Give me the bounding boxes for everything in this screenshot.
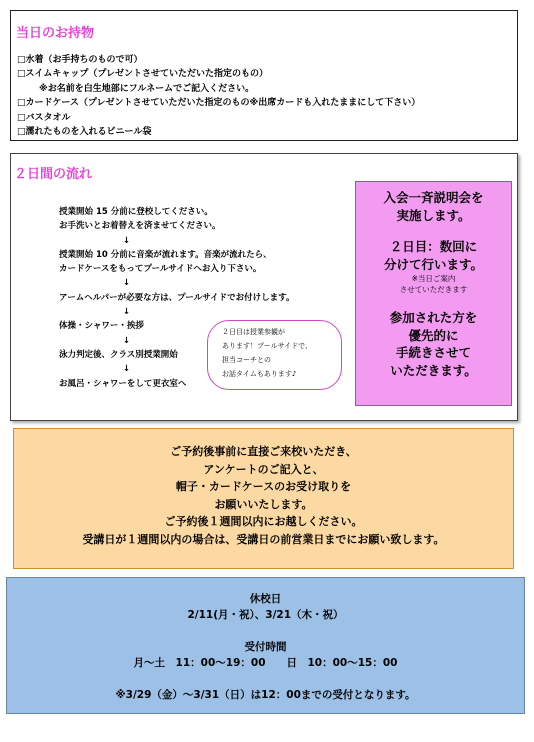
notice-line: 入会一斉説明会を: [383, 190, 484, 205]
notice-line: 参加された方を: [389, 310, 478, 325]
bubble-line: あります！プールサイドで、: [222, 342, 313, 350]
notice-line: 優先的に: [408, 327, 459, 343]
speech-bubble: [207, 320, 342, 390]
list-item: □スイムキャップ（プレゼントさせていただいた指定のもの）: [17, 69, 268, 80]
down-arrow-icon: ↓: [123, 364, 131, 375]
flow-step: カードケースをもってプールサイドへお入り下さい。: [59, 264, 262, 275]
reservation-line: アンケートのご記入と、: [203, 462, 324, 476]
notice-line: 分けて行います。: [383, 256, 483, 272]
notice-small: させていただきます: [399, 285, 468, 294]
flow-step: お手洗いとお着替えを済ませてください。: [59, 221, 221, 232]
belongings-title: 当日のお持物: [16, 26, 95, 41]
flow-step: 授業開始 10 分前に音楽が流れます。音楽が流れたら、: [59, 249, 272, 260]
down-arrow-icon: ↓: [123, 235, 131, 246]
reception-times: 月～土 11：00～19：00 日 10：00～15：00: [133, 657, 398, 669]
reception-label: 受付時間: [244, 641, 287, 653]
flow-step: 体操・シャワー・挨拶: [59, 321, 144, 332]
belongings-list: [17, 53, 420, 139]
down-arrow-icon: ↓: [123, 307, 131, 318]
reservation-line: お願いいたします。: [214, 497, 313, 511]
reservation-line: ご予約後事前に直接ご来校いただき、: [170, 445, 357, 458]
belongings-section: [10, 10, 518, 141]
briefing-notice: [355, 181, 512, 406]
reservation-line: ご予約後１週間以内にお越しください。: [164, 515, 363, 528]
notice-line: 手続きさせて: [395, 345, 471, 360]
flow-section: [10, 153, 518, 421]
flow-title: ２日間の流れ: [14, 167, 93, 182]
down-arrow-icon: ↓: [123, 278, 131, 289]
list-item-note: ※お名前を白生地部にフルネームでご記入ください。: [39, 83, 255, 94]
list-item: □カードケース（プレゼントさせていただいた指定のもの※出席カードも入れたままにして下さい）: [17, 98, 421, 109]
reception-note: ※3/29（金）～3/31（日）は12：00までの受付となります。: [115, 689, 416, 701]
flow-step: 授業開始 15 分前に登校してください。: [59, 207, 213, 217]
closed-days-label: 休校日: [249, 593, 282, 605]
notice-line: ２日目：数回に: [389, 239, 478, 254]
reservation-line: 帽子・カードケースのお受け取りを: [175, 480, 352, 493]
flow-step: お風呂・シャワーをして更衣室へ: [59, 378, 187, 389]
notice-line: いただきます。: [390, 362, 477, 378]
notice-small: ※当日ご案内: [411, 274, 456, 283]
list-item: □濡れたものを入れるビニール袋: [17, 127, 152, 138]
hours-section: [6, 577, 525, 714]
flow-step: 泳力判定後、クラス別授業開始: [59, 349, 178, 360]
bubble-line: お話タイムもあります♪: [222, 370, 297, 378]
reservation-section: [13, 428, 514, 569]
flow-step: アームヘルパーが必要な方は、プールサイドでお付けします。: [59, 292, 295, 303]
list-item: □バスタオル: [17, 112, 71, 123]
closed-days-dates: 2/11(月・祝）、3/21（木・祝）: [187, 609, 344, 621]
reservation-line: 受講日が１週間以内の場合は、受講日の前営業日までにお願い致します。: [82, 532, 445, 546]
bubble-line: 担当コーチとの: [222, 356, 271, 364]
list-item: □水着（お手持ちのもので可）: [17, 55, 143, 65]
notice-line: 実施します。: [396, 207, 471, 223]
bubble-line: ２日目は授業参観が: [222, 328, 285, 336]
down-arrow-icon: ↓: [123, 335, 131, 346]
